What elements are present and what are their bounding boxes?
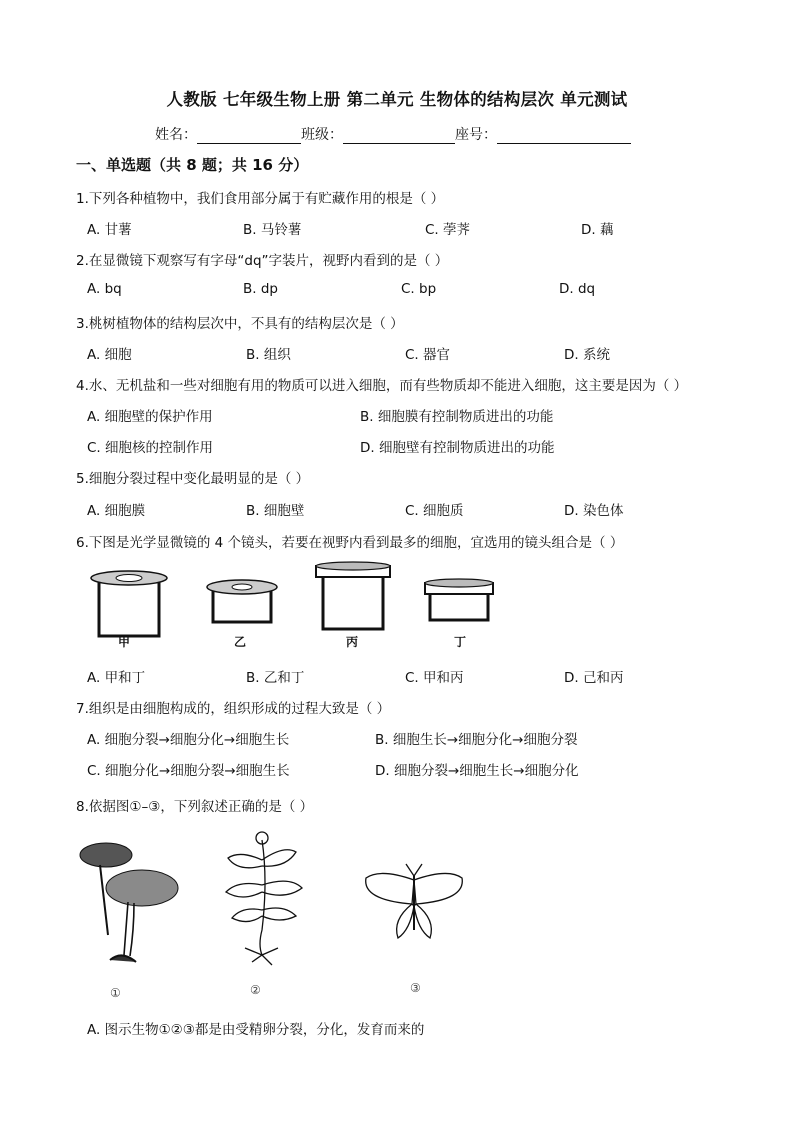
q8-option-a[interactable]: A. 图示生物①②③都是由受精卵分裂，分化，发育而来的 — [87, 1022, 425, 1038]
q6-option-a[interactable]: A. 甲和丁 — [87, 670, 146, 686]
q7-option-d[interactable]: D. 细胞分裂→细胞生长→细胞分化 — [375, 763, 579, 779]
lens-bing-icon — [316, 562, 390, 629]
q4-option-d[interactable]: D. 细胞壁有控制物质进出的功能 — [360, 440, 555, 456]
figure-label-2: ② — [250, 983, 261, 997]
butterfly-icon — [366, 864, 463, 938]
question-8-stem: 8.依据图①–③，下列叙述正确的是（ ） — [76, 799, 314, 815]
q2-option-a[interactable]: A. bq — [87, 281, 122, 297]
q1-option-d[interactable]: D. 藕 — [581, 222, 614, 238]
q5-option-a[interactable]: A. 细胞膜 — [87, 503, 146, 519]
q4-option-c[interactable]: C. 细胞核的控制作用 — [87, 440, 214, 456]
question-6-stem: 6.下图是光学显微镜的 4 个镜头，若要在视野内看到最多的细胞，宜选用的镜头组合是（ ） — [76, 535, 624, 551]
lens-label-yi: 乙 — [234, 635, 247, 649]
lens-label-bing: 丙 — [346, 635, 359, 649]
lens-label-ding: 丁 — [454, 635, 467, 649]
seat-label: 座号： — [455, 127, 497, 143]
q3-option-d[interactable]: D. 系统 — [564, 347, 610, 363]
q4-option-b[interactable]: B. 细胞膜有控制物质进出的功能 — [360, 409, 554, 425]
q5-option-d[interactable]: D. 染色体 — [564, 503, 624, 519]
figure-label-1: ① — [110, 986, 121, 1000]
q1-option-c[interactable]: C. 荸荠 — [425, 222, 471, 238]
q3-option-b[interactable]: B. 组织 — [246, 347, 291, 363]
q1-option-a[interactable]: A. 甘薯 — [87, 222, 132, 238]
q3-option-c[interactable]: C. 器官 — [405, 347, 451, 363]
page-title: 人教版 七年级生物上册 第二单元 生物体的结构层次 单元测试 — [166, 90, 628, 109]
name-label: 姓名： — [155, 127, 197, 143]
q5-option-b[interactable]: B. 细胞壁 — [246, 503, 305, 519]
q7-option-c[interactable]: C. 细胞分化→细胞分裂→细胞生长 — [87, 763, 290, 779]
q5-option-c[interactable]: C. 细胞质 — [405, 503, 464, 519]
question-3-stem: 3.桃树植物体的结构层次中，不具有的结构层次是（ ） — [76, 316, 404, 332]
q6-option-b[interactable]: B. 乙和丁 — [246, 670, 305, 686]
figure-label-3: ③ — [410, 981, 421, 995]
q4-option-a[interactable]: A. 细胞壁的保护作用 — [87, 409, 213, 425]
lens-ding-icon — [425, 579, 493, 620]
question-2-stem: 2.在显微镜下观察写有字母“dq”字装片，视野内看到的是（ ） — [76, 253, 449, 269]
class-label: 班级： — [301, 127, 343, 143]
q3-option-a[interactable]: A. 细胞 — [87, 347, 132, 363]
section-heading: 一、单选题（共 8 题；共 16 分） — [76, 156, 309, 174]
q2-option-d[interactable]: D. dq — [559, 281, 596, 297]
q1-option-b[interactable]: B. 马铃薯 — [243, 222, 302, 238]
question-1-stem: 1.下列各种植物中，我们食用部分属于有贮藏作用的根是（ ） — [76, 191, 445, 207]
q2-option-c[interactable]: C. bp — [401, 281, 437, 297]
q7-option-a[interactable]: A. 细胞分裂→细胞分化→细胞生长 — [87, 732, 290, 748]
lens-label-jia: 甲 — [118, 635, 131, 649]
q6-option-c[interactable]: C. 甲和丙 — [405, 670, 464, 686]
question-4-stem: 4.水、无机盐和一些对细胞有用的物质可以进入细胞，而有些物质却不能进入细胞，这主要是因为（ ） — [76, 378, 688, 394]
q2-option-b[interactable]: B. dp — [243, 281, 278, 297]
question-5-stem: 5.细胞分裂过程中变化最明显的是（ ） — [76, 471, 310, 487]
question-7-stem: 7.组织是由细胞构成的，组织形成的过程大致是（ ） — [76, 701, 391, 717]
mushroom-icon — [80, 843, 178, 962]
lens-jia-icon — [91, 571, 167, 636]
q7-option-b[interactable]: B. 细胞生长→细胞分化→细胞分裂 — [375, 732, 578, 748]
q6-option-d[interactable]: D. 己和丙 — [564, 670, 624, 686]
plant-icon — [226, 832, 302, 965]
lens-yi-icon — [207, 580, 277, 622]
